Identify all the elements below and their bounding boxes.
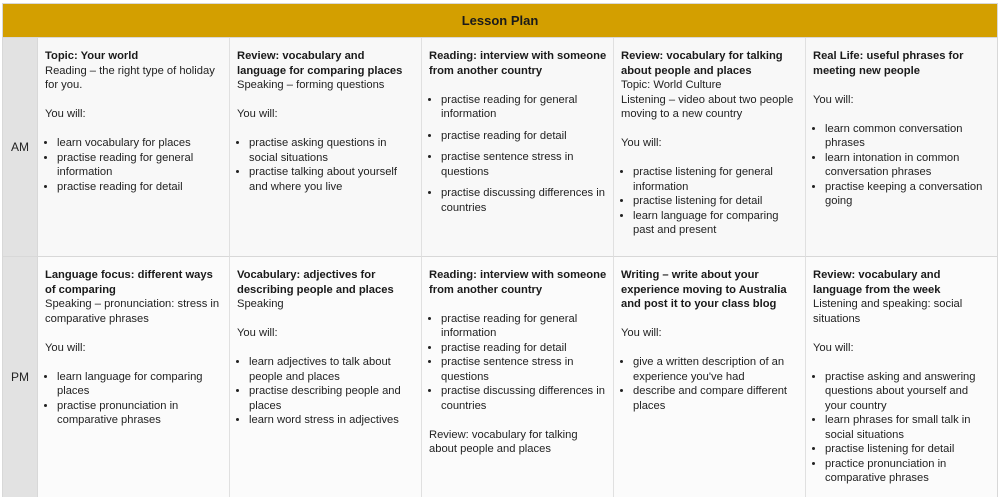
objective-item: • practise reading for detail [57, 180, 223, 195]
spacer [813, 326, 991, 341]
objective-item: • learn intonation in common conversation phrases [825, 151, 991, 180]
objective-item: • practise asking questions in social situations [249, 136, 415, 165]
objective-item: • practise reading for general information [441, 93, 607, 122]
objective-item: • practise asking and answering questions about yourself and your country [825, 370, 991, 414]
objective-item: • practise talking about yourself and where you live [249, 165, 415, 194]
lesson-text: Topic: World Culture [621, 79, 722, 91]
objective-item: • practise pronunciation in comparative phrases [57, 399, 223, 428]
objectives-list [813, 370, 991, 486]
objective-item: • practise listening for general information [633, 165, 799, 194]
lesson-cell-pm-2 [230, 257, 422, 497]
lesson-text: Listening and speaking: social situations [813, 298, 963, 325]
spacer [237, 312, 415, 327]
spacer [429, 78, 607, 93]
row-label-pm: PM [3, 257, 38, 497]
lesson-title: Reading: interview with someone from another country [429, 269, 607, 296]
objective-item: • practise reading for detail [441, 341, 607, 356]
spacer [45, 326, 223, 341]
lesson-title: Topic: Your world [45, 50, 139, 62]
row-label-am: AM [3, 38, 38, 257]
lesson-text: You will: [621, 327, 662, 339]
lesson-text: You will: [813, 341, 854, 354]
objective-item: • practise reading for detail [441, 129, 607, 144]
objective-item: • practise listening for detail [633, 194, 799, 209]
lesson-title: Writing – write about your experience moving to Australia and post it to your class blog [621, 269, 787, 310]
spacer [813, 355, 991, 370]
objective-item: • learn language for comparing past and present [633, 209, 799, 238]
lesson-text: Listening – video about two people moving to a new country [621, 93, 794, 120]
lesson-cell-am-2 [230, 38, 422, 257]
objective-item: • practice pronunciation in comparative phrases [825, 457, 991, 486]
lesson-text: You will: [813, 93, 854, 106]
objective-item: • practise describing people and places [249, 384, 415, 413]
objectives-list [621, 165, 799, 238]
spacer [429, 297, 607, 312]
spacer [621, 312, 799, 327]
lesson-title: Real Life: useful phrases for meeting new people [813, 50, 964, 77]
objective-item: • learn common conversation phrases [825, 122, 991, 151]
objective-item: • learn vocabulary for places [57, 136, 223, 151]
lesson-title: Review: vocabulary and language from the week [813, 269, 941, 296]
objectives-list [429, 93, 607, 216]
spacer [621, 122, 799, 137]
objectives-list [45, 370, 223, 428]
objective-item: • practise discussing differences in countries [441, 384, 607, 413]
lesson-plan-title: Lesson Plan [3, 4, 997, 38]
spacer [237, 122, 415, 137]
lesson-text: Review: vocabulary for talking about people and places [429, 428, 578, 455]
lesson-cell-am-5 [806, 38, 997, 257]
objective-item: • learn phrases for small talk in social situations [825, 413, 991, 442]
objectives-list [429, 312, 607, 414]
lesson-plan-grid [3, 38, 997, 497]
objective-item: • give a written description of an experience you've had [633, 355, 799, 384]
spacer [621, 151, 799, 166]
lesson-cell-am-4 [614, 38, 806, 257]
objectives-list [813, 122, 991, 209]
objective-item: • practise sentence stress in questions [441, 355, 607, 384]
lesson-text: Speaking – forming questions [237, 79, 385, 91]
objective-item: • practise keeping a conversation going [825, 180, 991, 209]
spacer [237, 341, 415, 356]
objective-item: • learn word stress in adjectives [249, 413, 415, 428]
lesson-cell-pm-3 [422, 257, 614, 497]
lesson-text: You will: [45, 341, 86, 354]
objective-item: • practise sentence stress in questions [441, 150, 607, 179]
spacer [45, 93, 223, 108]
lesson-cell-pm-5 [806, 257, 997, 497]
spacer [429, 413, 607, 428]
objectives-list [45, 136, 223, 194]
objective-item: • practise discussing differences in countries [441, 186, 607, 215]
objective-item: • learn adjectives to talk about people and places [249, 355, 415, 384]
lesson-text: Reading – the right type of holiday for you. [45, 64, 215, 91]
spacer [621, 341, 799, 356]
lesson-title: Vocabulary: adjectives for describing people and places [237, 269, 394, 296]
lesson-cell-pm-1 [38, 257, 230, 497]
lesson-text: Speaking [237, 298, 284, 310]
lesson-text: Speaking – pronunciation: stress in comparative phrases [45, 298, 220, 325]
objective-item: • practise reading for general information [57, 151, 223, 180]
objective-item: • practise reading for general information [441, 312, 607, 341]
lesson-cell-pm-4 [614, 257, 806, 497]
lesson-title: Review: vocabulary and language for comparing places [237, 50, 403, 77]
objectives-list [621, 355, 799, 413]
objectives-list [237, 136, 415, 194]
objective-item: • learn language for comparing places [57, 370, 223, 399]
lesson-title: Reading: interview with someone from another country [429, 50, 607, 77]
objectives-list [237, 355, 415, 428]
lesson-title: Language focus: different ways of comparing [45, 269, 213, 296]
spacer [237, 93, 415, 108]
spacer [813, 107, 991, 122]
spacer [813, 78, 991, 93]
spacer [45, 122, 223, 137]
lesson-text: You will: [237, 327, 278, 339]
lesson-plan-table [2, 3, 998, 497]
lesson-cell-am-3 [422, 38, 614, 257]
lesson-cell-am-1 [38, 38, 230, 257]
objective-item: • describe and compare different places [633, 384, 799, 413]
lesson-text: You will: [621, 137, 662, 149]
lesson-text: You will: [45, 108, 86, 120]
lesson-title: Review: vocabulary for talking about people and places [621, 50, 783, 77]
lesson-text: You will: [237, 108, 278, 120]
objective-item: • practise listening for detail [825, 442, 991, 457]
spacer [45, 355, 223, 370]
